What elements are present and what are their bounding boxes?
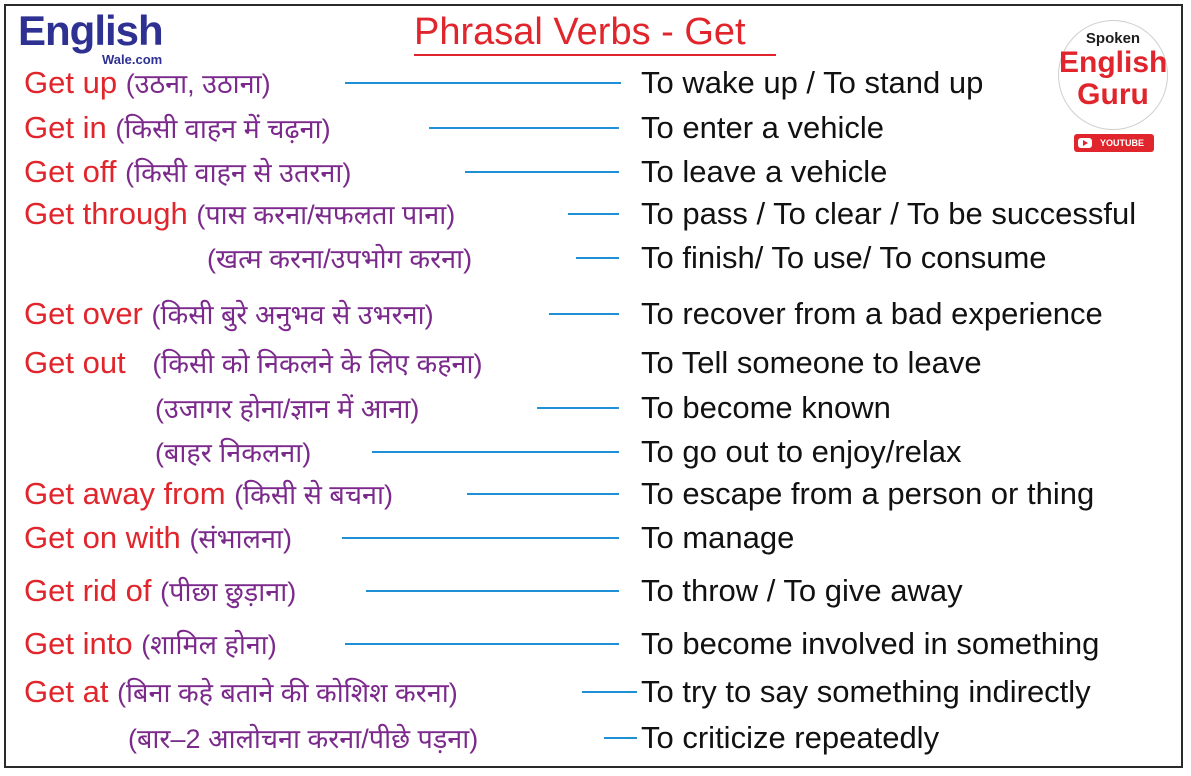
connector-line <box>342 537 619 539</box>
phrase-left <box>24 474 393 514</box>
connector-line <box>429 127 619 129</box>
connector-line <box>366 590 619 592</box>
english-meaning: To leave a vehicle <box>641 154 888 189</box>
english-meaning: To become known <box>641 390 891 425</box>
english-meaning: To throw / To give away <box>641 573 963 608</box>
connector-line <box>465 171 619 173</box>
hindi-meaning: (संभालना) <box>189 524 292 554</box>
english-meaning: To pass / To clear / To be successful <box>641 196 1137 231</box>
hindi-meaning: (बार–2 आलोचना करना/पीछे पड़ना) <box>128 724 479 754</box>
phrase-left <box>24 624 277 664</box>
phrase-row <box>0 294 1191 334</box>
connector-line <box>467 493 619 495</box>
connector-line <box>568 213 619 215</box>
phrase-row <box>0 152 1191 192</box>
phrase-row <box>0 388 1191 428</box>
english-meaning: To Tell someone to leave <box>641 345 982 380</box>
phrasal-verb: Get in <box>24 110 107 145</box>
connector-line <box>537 407 619 409</box>
english-meaning: To criticize repeatedly <box>641 720 940 755</box>
connector-line <box>549 313 619 315</box>
badge-mid-text: English <box>1059 46 1168 79</box>
phrase-left <box>128 718 478 758</box>
phrase-left <box>24 343 483 383</box>
phrase-row <box>0 624 1191 664</box>
connector-line <box>604 737 637 739</box>
phrasal-verb: Get off <box>24 154 117 189</box>
connector-line <box>576 257 619 259</box>
phrase-row <box>0 238 1191 278</box>
connector-line <box>345 643 619 645</box>
logo-wordmark: English <box>18 7 163 54</box>
phrasal-verb: Get rid of <box>24 573 152 608</box>
englishwale-logo <box>18 8 188 68</box>
hindi-meaning: (पीछा छुड़ाना) <box>160 577 297 607</box>
hindi-meaning: (शामिल होना) <box>141 630 277 660</box>
phrase-left <box>24 108 331 148</box>
english-meaning: To manage <box>641 520 795 555</box>
hindi-meaning: (उठना, उठाना) <box>125 69 271 99</box>
connector-line <box>582 691 637 693</box>
hindi-meaning: (बाहर निकलना) <box>155 438 312 468</box>
phrase-row <box>0 672 1191 712</box>
phrase-left <box>24 672 458 712</box>
english-meaning: To try to say something indirectly <box>641 674 1091 709</box>
phrase-row <box>0 718 1191 758</box>
phrase-row <box>0 108 1191 148</box>
connector-line <box>372 451 619 453</box>
phrase-left <box>24 152 351 192</box>
english-meaning: To wake up / To stand up <box>641 65 984 100</box>
hindi-meaning: (किसी से बचना) <box>234 480 393 510</box>
hindi-meaning: (उजागर होना/ज्ञान में आना) <box>155 394 420 424</box>
phrasal-verb: Get into <box>24 626 133 661</box>
hindi-meaning: (किसी बुरे अनुभव से उभरना) <box>151 300 434 330</box>
english-meaning: To recover from a bad experience <box>641 296 1103 331</box>
hindi-meaning: (पास करना/सफलता पाना) <box>196 200 456 230</box>
phrase-left <box>24 294 434 334</box>
youtube-label: YOUTUBE <box>1100 138 1145 148</box>
phrase-row <box>0 474 1191 514</box>
phrase-left <box>24 194 455 234</box>
phrase-row <box>0 194 1191 234</box>
page-title: Phrasal Verbs - Get <box>414 11 746 53</box>
phrasal-verb: Get through <box>24 196 188 231</box>
phrasal-verb: Get on with <box>24 520 181 555</box>
phrasal-verb: Get over <box>24 296 143 331</box>
phrase-row <box>0 518 1191 558</box>
phrase-left <box>24 63 271 103</box>
phrase-left <box>24 518 292 558</box>
english-meaning: To become involved in something <box>641 626 1100 661</box>
phrase-left <box>24 571 296 611</box>
hindi-meaning: (किसी वाहन में चढ़ना) <box>115 114 331 144</box>
phrase-row <box>0 432 1191 472</box>
phrase-row <box>0 571 1191 611</box>
badge-bottom-text: Guru <box>1077 78 1149 111</box>
hindi-meaning: (किसी वाहन से उतरना) <box>125 158 352 188</box>
badge-top-text: Spoken <box>1085 30 1141 47</box>
phrase-row <box>0 343 1191 383</box>
phrase-left <box>207 238 472 278</box>
phrasal-verb: Get at <box>24 674 109 709</box>
english-meaning: To finish/ To use/ To consume <box>641 240 1047 275</box>
hindi-meaning: (बिना कहे बताने की कोशिश करना) <box>117 678 458 708</box>
phrasal-verb: Get up <box>24 65 118 100</box>
logo-domain: Wale.com <box>102 52 163 67</box>
english-meaning: To go out to enjoy/relax <box>641 434 962 469</box>
english-meaning: To escape from a person or thing <box>641 476 1095 511</box>
hindi-meaning: (किसी को निकलने के लिए कहना) <box>152 349 483 379</box>
phrase-left <box>155 388 419 428</box>
phrasal-verb: Get out <box>24 345 126 380</box>
english-meaning: To enter a vehicle <box>641 110 884 145</box>
phrase-left <box>155 432 311 472</box>
connector-line <box>345 82 621 84</box>
hindi-meaning: (खत्म करना/उपभोग करना) <box>207 244 473 274</box>
phrase-row <box>0 63 1191 103</box>
phrasal-verb: Get away from <box>24 476 226 511</box>
title-underline <box>414 54 776 56</box>
